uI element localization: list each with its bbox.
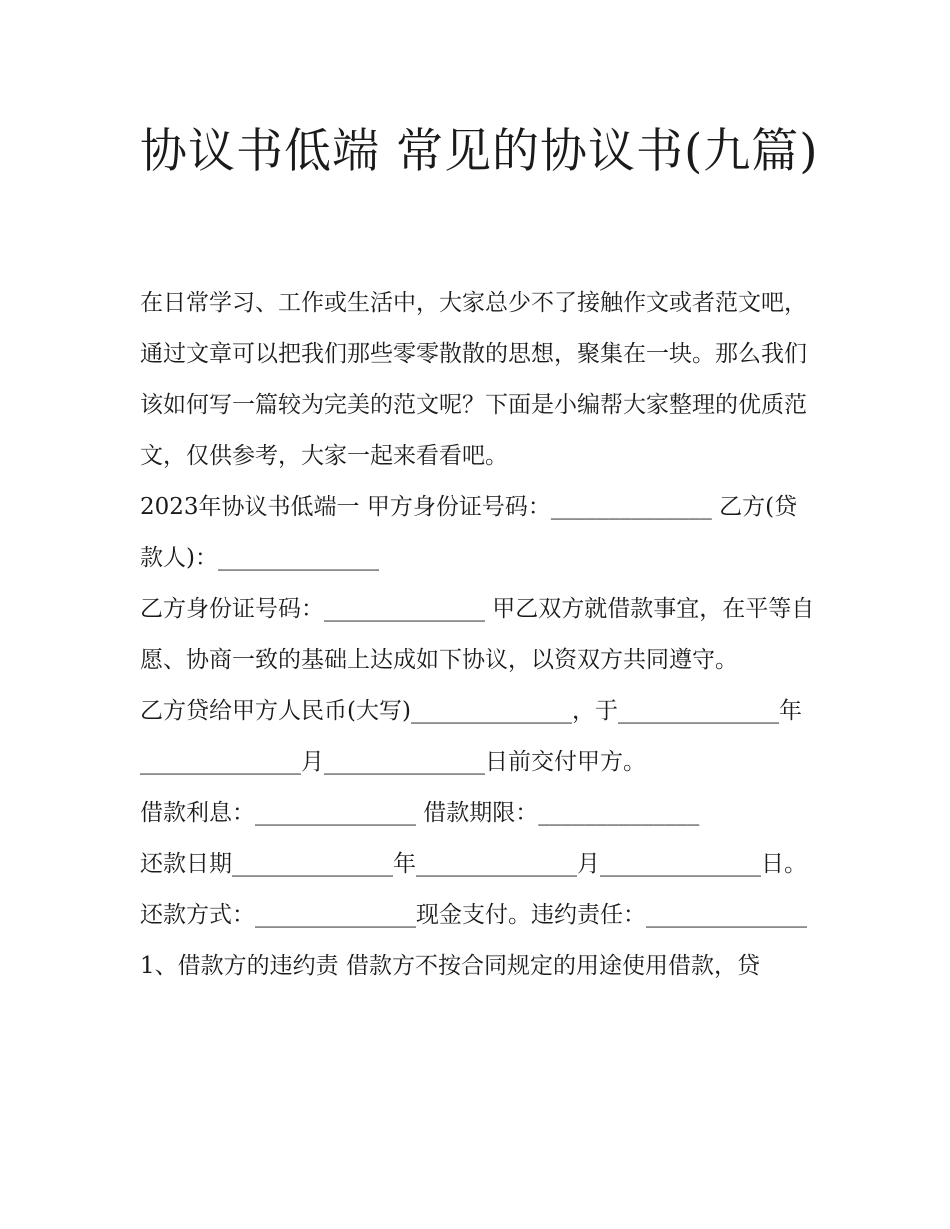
repayment-method-paragraph: 还款方式：______________现金支付。违约责任：______________ — [140, 902, 807, 928]
breach-clause-paragraph: 1、借款方的违约责 借款方不按合同规定的用途使用借款，贷 — [140, 953, 760, 979]
party-a-id-paragraph: 2023年协议书低端一 甲方身份证号码：______________ 乙方(贷款人)：______________ — [140, 494, 798, 571]
repayment-date-paragraph: 还款日期______________年______________月______________日。 — [140, 851, 807, 877]
intro-paragraph: 在日常学习、工作或生活中，大家总少不了接触作文或者范文吧，通过文章可以把我们那些零零散散的思想，聚集在一块。那么我们该如何写一篇较为完美的范文呢？下面是小编帮大家整理的优质范文，仅供参考，大家一起来看看吧。 — [140, 290, 807, 469]
document-body — [140, 278, 820, 992]
party-b-id-paragraph: 乙方身份证号码：______________ 甲乙双方就借款事宜，在平等自愿、协商一致的基础上达成如下协议，以资双方共同遵守。 — [140, 596, 815, 673]
interest-term-paragraph: 借款利息：______________ 借款期限：______________ — [140, 800, 700, 826]
loan-amount-paragraph: 乙方贷给甲方人民币(大写)______________，于______________年______________月______________日前交付甲方。 — [140, 698, 802, 775]
document-title: 协议书低端 常见的协议书(九篇) — [140, 124, 819, 179]
